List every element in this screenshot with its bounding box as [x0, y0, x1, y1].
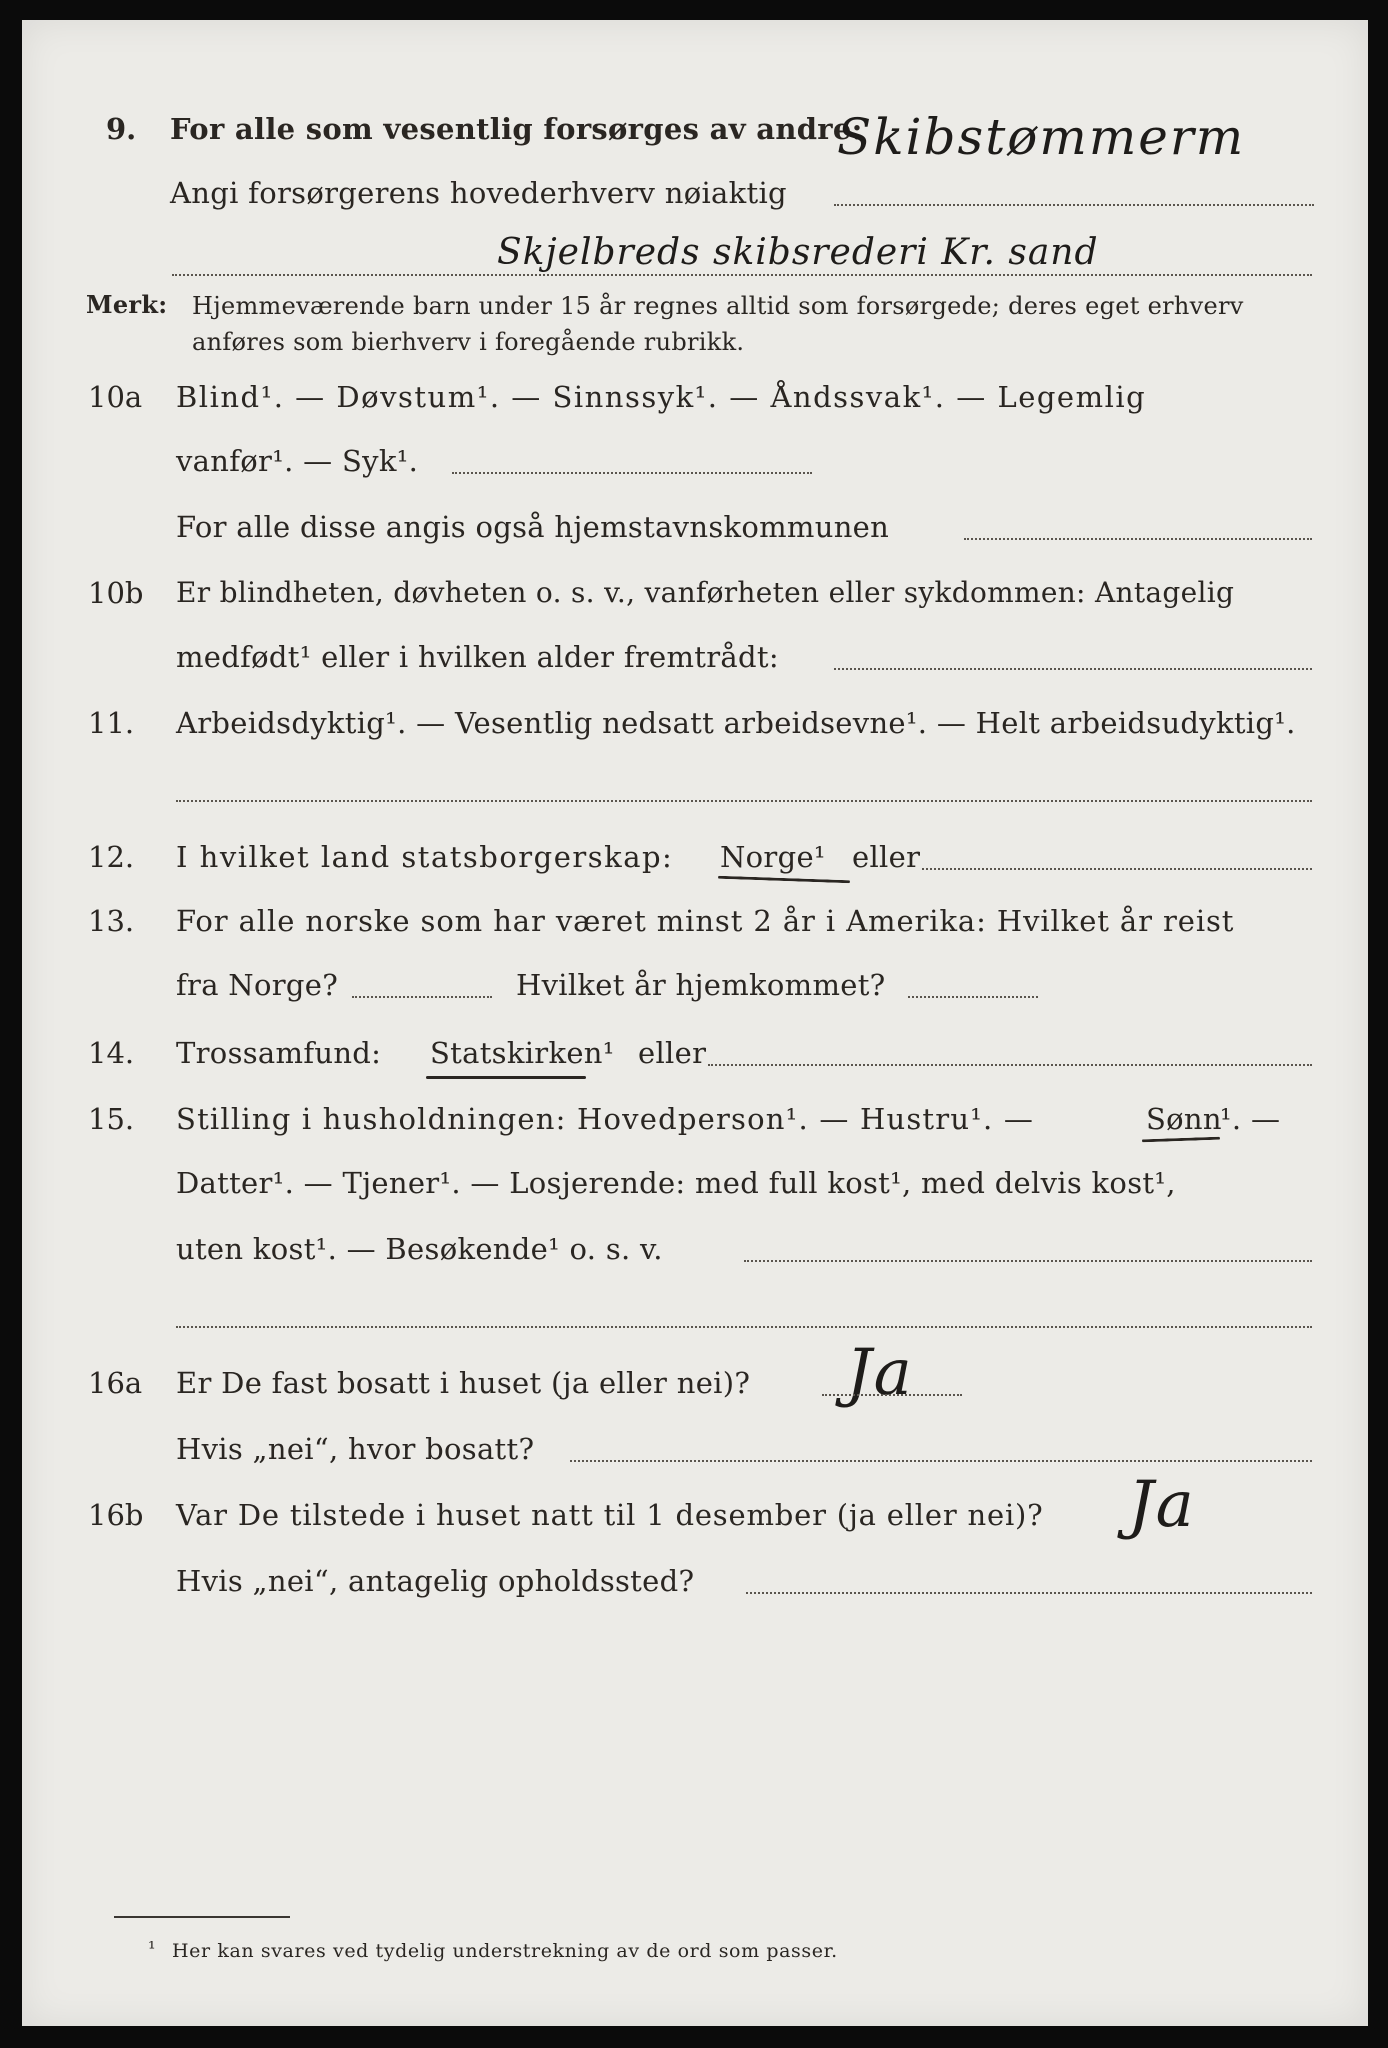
q13-line1: For alle norske som har været minst 2 år i Amerika: Hvilket år reist	[176, 904, 1235, 938]
q16a-number: 16a	[88, 1366, 143, 1400]
q15-line1: Stilling i husholdningen: Hovedperson¹. — Hustru¹. —	[176, 1102, 1035, 1136]
footnote-rule	[114, 1916, 290, 1918]
q15-answer-line	[176, 1326, 1312, 1328]
q11-number: 11.	[88, 706, 135, 740]
q9-handwritten-occupation: Skibstømmerm	[837, 108, 1246, 166]
q9-line2: Angi forsørgerens hovederhverv nøiaktig	[170, 176, 787, 210]
q15-son-underline	[1142, 1137, 1220, 1143]
q15-line3: uten kost¹. — Besøkende¹ o. s. v.	[176, 1232, 663, 1266]
q16a-line1: Er De fast bosatt i huset (ja eller nei)?	[176, 1366, 751, 1400]
q10a-line1: Blind¹. — Døvstum¹. — Sinnssyk¹. — Åndssvak¹. — Legemlig	[176, 380, 1147, 414]
q12-norway-underline	[718, 876, 850, 884]
footnote-text: Her kan svares ved tydelig understrekning av de ord som passer.	[172, 1940, 838, 1962]
q12-or: eller	[852, 840, 921, 874]
q15-other-line	[744, 1260, 1312, 1262]
q10a-number: 10a	[88, 380, 143, 414]
q16a-handwritten-answer: Ja	[846, 1336, 914, 1410]
q9-line1: For alle som vesentlig forsørges av andre:	[170, 112, 863, 146]
q14-other-faith-line	[708, 1064, 1312, 1066]
q15-line2: Datter¹. — Tjener¹. — Losjerende: med full kost¹, med delvis kost¹,	[176, 1166, 1176, 1200]
q13-returned-year-line	[908, 996, 1038, 998]
q12-other-country-line	[922, 868, 1312, 870]
q13-returned-question: Hvilket år hjemkommet?	[516, 968, 886, 1002]
q13-number: 13.	[88, 904, 135, 938]
q16b-whereabouts-line	[746, 1592, 1312, 1594]
q12-norway-option: Norge¹	[720, 840, 826, 874]
q10a-line2: vanfør¹. — Syk¹.	[176, 444, 419, 478]
q16b-line1: Var De tilstede i huset natt til 1 desember (ja eller nei)?	[176, 1498, 1044, 1532]
q10b-line1: Er blindheten, døvheten o. s. v., vanførheten eller sykdommen: Antagelig	[176, 576, 1235, 609]
q16b-handwritten-answer: Ja	[1128, 1468, 1196, 1542]
merk-line1: Hjemmeværende barn under 15 år regnes alltid som forsørgede; deres eget erhverv	[192, 292, 1244, 320]
q16a-answer-line	[822, 1394, 962, 1396]
q13-left-question: fra Norge?	[176, 968, 339, 1002]
footnote-mark: ¹	[148, 1938, 156, 1960]
q16b-number: 16b	[88, 1498, 144, 1532]
q10b-number: 10b	[88, 576, 144, 610]
q16b-line2: Hvis „nei“, antagelig opholdssted?	[176, 1564, 695, 1598]
merk-label: Merk:	[86, 290, 168, 319]
q14-number: 14.	[88, 1036, 135, 1070]
q14-state-church-option: Statskirken¹	[430, 1036, 615, 1070]
q11-line1: Arbeidsdyktig¹. — Vesentlig nedsatt arbeidsevne¹. — Helt arbeidsudyktig¹.	[176, 706, 1296, 740]
q10a-line3: For alle disse angis også hjemstavnskommunen	[176, 510, 890, 544]
q10a-home-municipality-line	[964, 538, 1312, 540]
q15-line1-end: ¹. —	[1220, 1102, 1281, 1136]
q14-state-church-underline	[426, 1076, 586, 1079]
q16a-residence-line	[570, 1460, 1312, 1462]
q9-number: 9.	[106, 112, 137, 146]
q12-number: 12.	[88, 840, 135, 874]
merk-line2: anføres som bierhverv i foregående rubrikk.	[192, 328, 745, 356]
q10b-line2: medfødt¹ eller i hvilken alder fremtrådt:	[176, 640, 779, 674]
q10a-sick-line	[452, 472, 812, 474]
q15-son-option: Sønn	[1146, 1102, 1222, 1136]
q12-question: I hvilket land statsborgerskap:	[176, 840, 674, 874]
q10b-age-line	[834, 668, 1312, 670]
q11-answer-line	[176, 800, 1312, 802]
q9-handwritten-employer: Skjelbreds skibsrederi Kr. sand	[497, 232, 1099, 273]
q14-question: Trossamfund:	[176, 1036, 382, 1070]
q15-number: 15.	[88, 1102, 135, 1136]
q13-left-year-line	[352, 996, 492, 998]
q9-answer-line-1	[834, 204, 1314, 206]
q16a-line2: Hvis „nei“, hvor bosatt?	[176, 1432, 535, 1466]
q9-answer-line-2	[172, 274, 1312, 276]
census-form-page	[22, 20, 1368, 2026]
q14-or: eller	[638, 1036, 707, 1070]
